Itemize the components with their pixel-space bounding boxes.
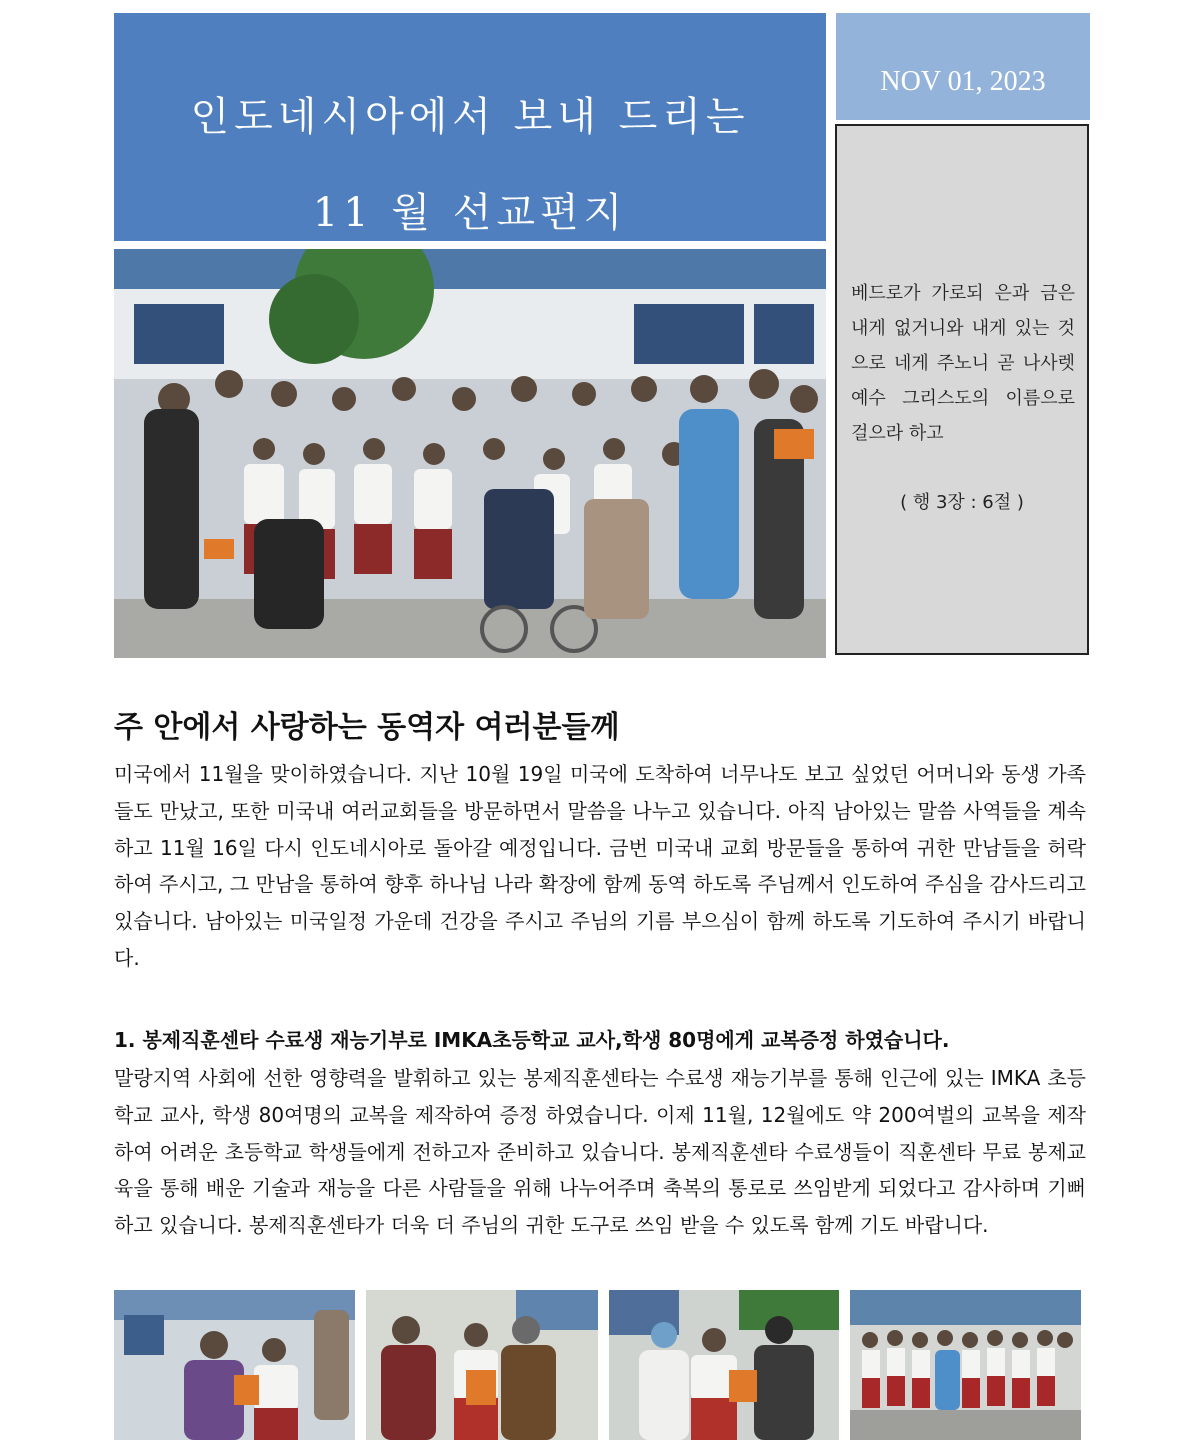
uniform-photo-4-image xyxy=(850,1290,1081,1440)
uniform-photo-4 xyxy=(850,1290,1081,1440)
verse-sidebar xyxy=(835,124,1089,655)
letter-date: NOV 01, 2023 xyxy=(880,66,1046,97)
uniform-photo-2 xyxy=(366,1290,598,1440)
uniform-photo-1 xyxy=(114,1290,355,1440)
section-1-heading: 1. 봉제직훈센타 수료생 재능기부로 IMKA초등학교 교사,학생 80명에게 교복증정 하였습니다. xyxy=(114,1028,950,1052)
uniform-photo-3-image xyxy=(609,1290,839,1440)
verse-text: 베드로가 가로되 은과 금은 내게 없거니와 내게 있는 것으로 네게 주노니 곧 나사렛 예수 그리스도의 이름으로 걸으라 하고 xyxy=(851,283,1075,444)
intro-paragraph: 미국에서 11월을 맞이하였습니다. 지난 10월 19일 미국에 도착하여 너무나도 보고 싶었던 어머니와 동생 가족들도 만났고, 또한 미국내 여러교회들을 방문하면서 말씀을 나누고 있습니다. 아직 남아있는 말씀 사역들을 계속하고 11월 16일 다시 인도네시아로 돌아갈 예정입니다. 금번 미국내 교회 방문들을 통하여 귀한 만남들을 허락하여 주시고, 그 만남을 통하여 향후 하나님 나라 확장에 함께 동역 하도록 주님께서 인도하여 주심을 감사드리고 있습니다. 남아있는 미국일정 가운데 건강을 주시고 주님의 기름 부으심이 함께 하도록 기도하여 주시기 바랍니다. xyxy=(114,762,1086,970)
uniform-photo-2-image xyxy=(366,1290,598,1440)
uniform-photo-3 xyxy=(609,1290,839,1440)
group-photo-image xyxy=(114,249,826,658)
title-banner xyxy=(114,13,826,241)
uniform-photo-1-image xyxy=(114,1290,355,1440)
title-line-1: 인도네시아에서 보내 드리는 xyxy=(190,94,750,140)
verse-reference: ( 행 3장 : 6절 ) xyxy=(900,492,1024,513)
title-line-2: 11 월 선교편지 xyxy=(312,190,628,236)
date-banner xyxy=(836,13,1090,120)
letter-greeting: 주 안에서 사랑하는 동역자 여러분들께 xyxy=(114,710,620,745)
section-1-body: 말랑지역 사회에 선한 영향력을 발휘하고 있는 봉제직훈센타는 수료생 재능기부를 통해 인근에 있는 IMKA 초등학교 교사, 학생 80여명의 교복을 제작하여 증정 하였습니다. 이제 11월, 12월에도 약 200여벌의 교복을 제작하여 어려운 초등학교 학생들에게 전하고자 준비하고 있습니다. 봉제직훈센타 수료생들이 직훈센타 무료 봉제교육을 통해 배운 기술과 재능을 다른 사람들을 위해 나누어주며 축복의 통로로 쓰임받게 되었다고 감사하며 기뻐하고 있습니다. 봉제직훈센타가 더욱 더 주님의 귀한 도구로 쓰임 받을 수 있도록 함께 기도 바랍니다. xyxy=(114,1066,1086,1238)
group-photo xyxy=(114,249,826,658)
